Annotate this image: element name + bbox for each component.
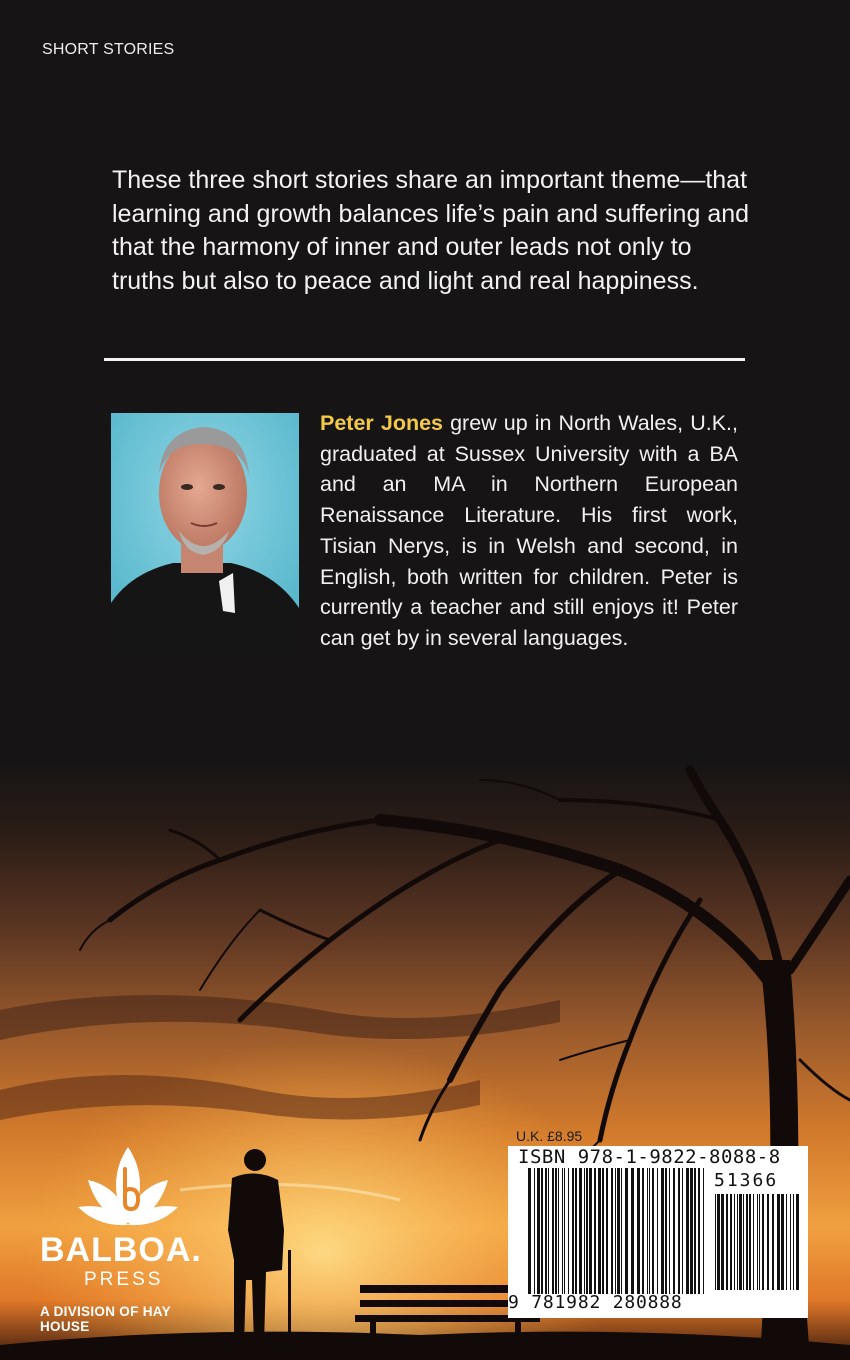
- publisher-logo-block: [40, 1145, 220, 1335]
- barcode-bar: [572, 1168, 574, 1294]
- barcode-bar: [579, 1168, 582, 1294]
- barcode-bars-icon: [528, 1168, 708, 1294]
- publisher-division: A DIVISION OF HAY HOUSE: [40, 1304, 171, 1334]
- barcode-bar: [541, 1168, 543, 1294]
- barcode-bar: [749, 1194, 751, 1290]
- barcode-bar: [790, 1194, 791, 1290]
- barcode-bar: [586, 1168, 588, 1294]
- barcode-bar: [739, 1194, 742, 1290]
- barcode-bar: [694, 1168, 696, 1294]
- barcode-bar: [537, 1168, 540, 1294]
- barcode-bar: [548, 1168, 549, 1294]
- barcode-bar: [552, 1168, 554, 1294]
- barcode-bar: [621, 1168, 622, 1294]
- isbn-digits: 9 781982 280888: [508, 1292, 683, 1313]
- barcode-bar: [625, 1168, 628, 1294]
- addon-barcode-bars-icon: [715, 1194, 803, 1290]
- isbn-barcode: [508, 1146, 808, 1318]
- barcode-bar: [589, 1168, 592, 1294]
- barcode-bar: [721, 1194, 724, 1290]
- price-label: U.K. £8.95: [516, 1128, 583, 1144]
- barcode-bar: [665, 1168, 667, 1294]
- barcode-bar: [661, 1168, 664, 1294]
- barcode-bar: [673, 1168, 675, 1294]
- barcode-bar: [528, 1168, 531, 1294]
- barcode-bar: [615, 1168, 616, 1294]
- barcode-bar: [652, 1168, 654, 1294]
- barcode-bar: [555, 1168, 557, 1294]
- barcode-bar: [534, 1168, 535, 1294]
- lotus-logo-icon: [78, 1145, 178, 1227]
- barcode-bar: [584, 1168, 585, 1294]
- barcode-bar: [568, 1168, 569, 1294]
- barcode-bar: [558, 1168, 559, 1294]
- barcode-bar: [602, 1168, 604, 1294]
- author-bio-text: grew up in North Wales, U.K., graduated at Sussex University with a BA and an MA in Northern European Renaissance Literature. His first work, Tisian Nerys, is in Welsh and second, in English, both written for children. Peter is currently a teacher and still enjoys it! Peter can get by in several languages.: [320, 411, 738, 650]
- barcode-bar: [759, 1194, 760, 1290]
- category-label: SHORT STORIES: [42, 41, 175, 58]
- barcode-bar: [762, 1194, 764, 1290]
- barcode-bar: [777, 1194, 780, 1290]
- barcode-bar: [726, 1194, 728, 1290]
- author-name: Peter Jones: [320, 411, 443, 435]
- barcode-bar: [757, 1194, 758, 1290]
- barcode-bar: [786, 1194, 787, 1290]
- isbn-addon-code: 51366: [714, 1170, 779, 1191]
- barcode-bar: [562, 1168, 563, 1294]
- barcode-bar: [649, 1168, 650, 1294]
- barcode-bar: [564, 1168, 565, 1294]
- barcode-bar: [611, 1168, 613, 1294]
- barcode-bar: [746, 1194, 748, 1290]
- author-photo: [111, 413, 299, 658]
- barcode-bar: [606, 1168, 608, 1294]
- publisher-name: BALBOA.: [40, 1231, 202, 1269]
- barcode-bar: [730, 1194, 732, 1290]
- barcode-bar: [743, 1194, 744, 1290]
- barcode-bar: [717, 1194, 720, 1290]
- barcode-bar: [793, 1194, 794, 1290]
- barcode-bar: [598, 1168, 601, 1294]
- barcode-bar: [772, 1194, 774, 1290]
- barcode-bar: [545, 1168, 547, 1294]
- barcode-bar: [594, 1168, 596, 1294]
- barcode-bar: [642, 1168, 644, 1294]
- divider-line: [104, 358, 745, 361]
- barcode-bar: [575, 1168, 577, 1294]
- barcode-bar: [657, 1168, 658, 1294]
- isbn-label: ISBN 978-1-9822-8088-8: [518, 1146, 781, 1168]
- barcode-bar: [682, 1168, 683, 1294]
- barcode-bar: [647, 1168, 648, 1294]
- barcode-bar: [678, 1168, 680, 1294]
- barcode-bar: [690, 1168, 693, 1294]
- barcode-bar: [631, 1168, 634, 1294]
- barcode-bar: [637, 1168, 640, 1294]
- barcode-bar: [753, 1194, 754, 1290]
- publisher-subname: PRESS: [84, 1269, 164, 1290]
- barcode-bar: [686, 1168, 689, 1294]
- barcode-bar: [767, 1194, 769, 1290]
- barcode-bar: [737, 1194, 738, 1290]
- author-bio: [320, 408, 738, 654]
- barcode-bar: [669, 1168, 670, 1294]
- barcode-bar: [715, 1194, 716, 1290]
- barcode-bar: [617, 1168, 620, 1294]
- barcode-bar: [796, 1194, 799, 1290]
- barcode-bar: [781, 1194, 784, 1290]
- barcode-bar: [698, 1168, 700, 1294]
- barcode-bar: [703, 1168, 704, 1294]
- blurb-text: These three short stories share an important theme—that learning and growth balances life’s pain and suffering and that the harmony of inner and outer leads not only to truths but also to peace and light and real happiness.: [112, 166, 750, 295]
- barcode-bar: [734, 1194, 735, 1290]
